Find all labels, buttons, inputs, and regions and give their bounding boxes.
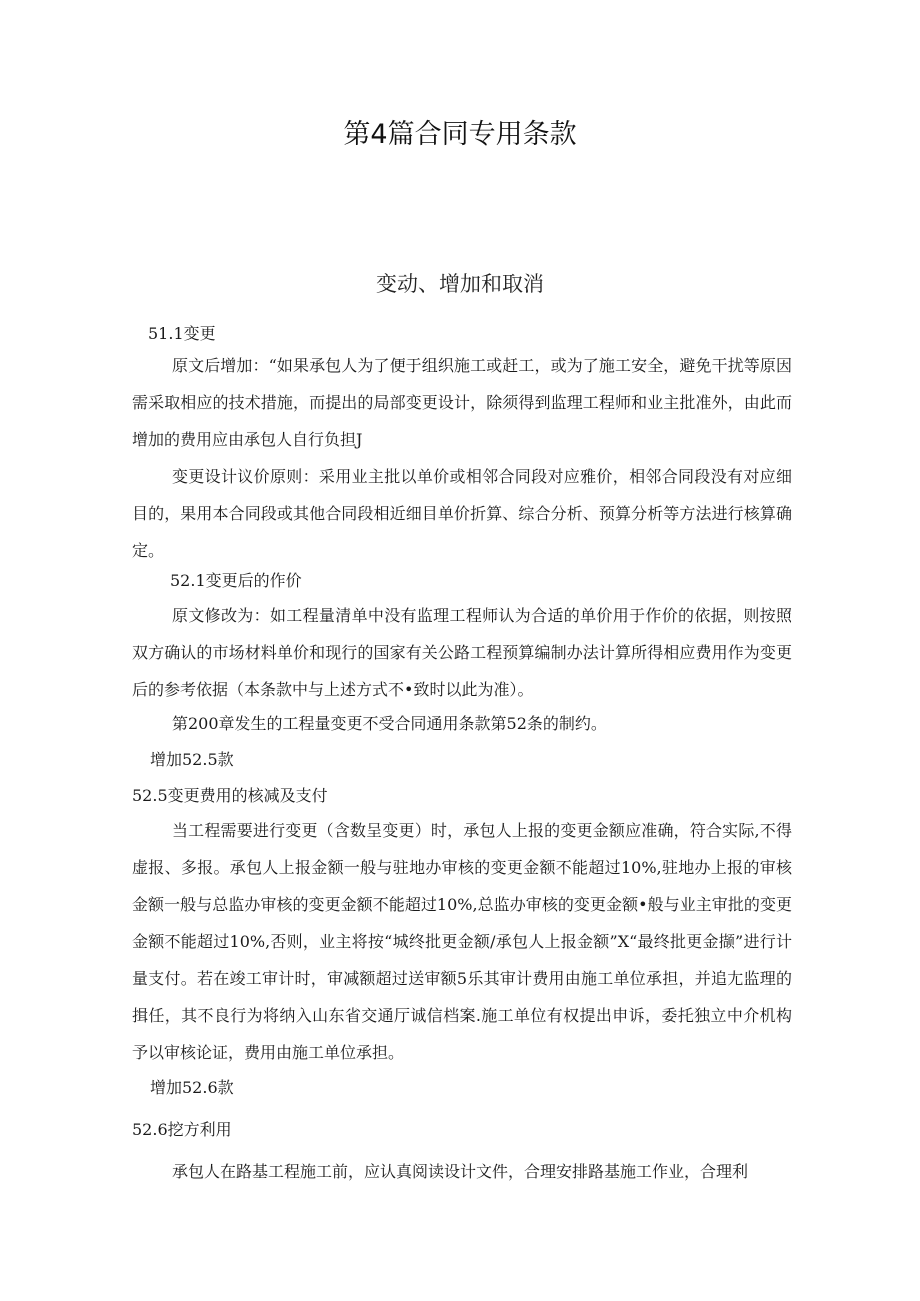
paragraph-52-1-modification: 原文修改为：如工程量清单中没有监理工程师认为合适的单价用于作价的依据，则按照双方确认的市场材料单价和现行的国家有关公路工程预算编制办法计算所得相应费用作为变更后的参考依据（本条款中与上述方式不•致时以此为准）。 [132, 606, 792, 699]
paragraph-51-1-pricing-principle: 变更设计议价原则：采用业主批以单价或相邻合同段对应雅价，相邻合同段没有对应细目的，果用本合同段或其他合同段相近细目单价折算、综合分析、预算分析等方法进行核算确定。 [132, 467, 792, 560]
clause-heading-add-52-5: 增加52.5款 [150, 750, 234, 769]
paragraph-52-5-cost-reduction: 当工程需要进行变更（含数呈变更）时，承包人上报的变更金额应准确，符合实际,不得虚报、多报。承包人上报金额一般与驻地办审核的变更金额不能超过10%,驻地办上报的审核金额一般与总监办审核的变更金额不能超过10%,总监办审核的变更金额•般与业主审批的变更金额不能超过10%,否则，业主将按“城终批更金额/承包人上报金额”X“最终批更金撷”进行计量支付。若在竣工审计时，审减额超过送审额5乐其审计费用由施工单位承担，并追尢监理的揖任，其不良行为将纳入山东省交通厅诚信档案.施工单位有权提出申诉，委托独立中介机构予以审核论证，费用由施工单位承担。 [132, 821, 792, 1062]
paragraph-51-1-addition: 原文后增加：“如果承包人为了便于组织施工或赶工，或为了施工安全，避免干扰等原因需采取相应的技术措施，而提出的局部变更设计，除须得到监理工程师和业主批准外，由此而增加的费用应由承包人自行负担J [132, 356, 792, 449]
paragraph-52-1-chapter-200: 第200章发生的工程量变更不受合同通用条款第52条的制约。 [172, 714, 607, 733]
document-title: 第4篇合同专用条款 [343, 119, 577, 150]
clause-heading-51-1: 51.1变更 [148, 324, 216, 343]
section-title: 变动、增加和取消 [376, 272, 544, 296]
clause-heading-52-5: 52.5变更费用的核减及支付 [132, 786, 328, 805]
clause-heading-52-1: 52.1变更后的作价 [170, 571, 302, 590]
paragraph-52-6-excavation: 承包人在路基工程施工前，应认真阅读设计文件，合理安排路基施工作业，合理利 [172, 1162, 749, 1181]
clause-heading-52-6: 52.6挖方利用 [132, 1120, 232, 1139]
clause-heading-add-52-6: 增加52.6款 [150, 1078, 234, 1097]
